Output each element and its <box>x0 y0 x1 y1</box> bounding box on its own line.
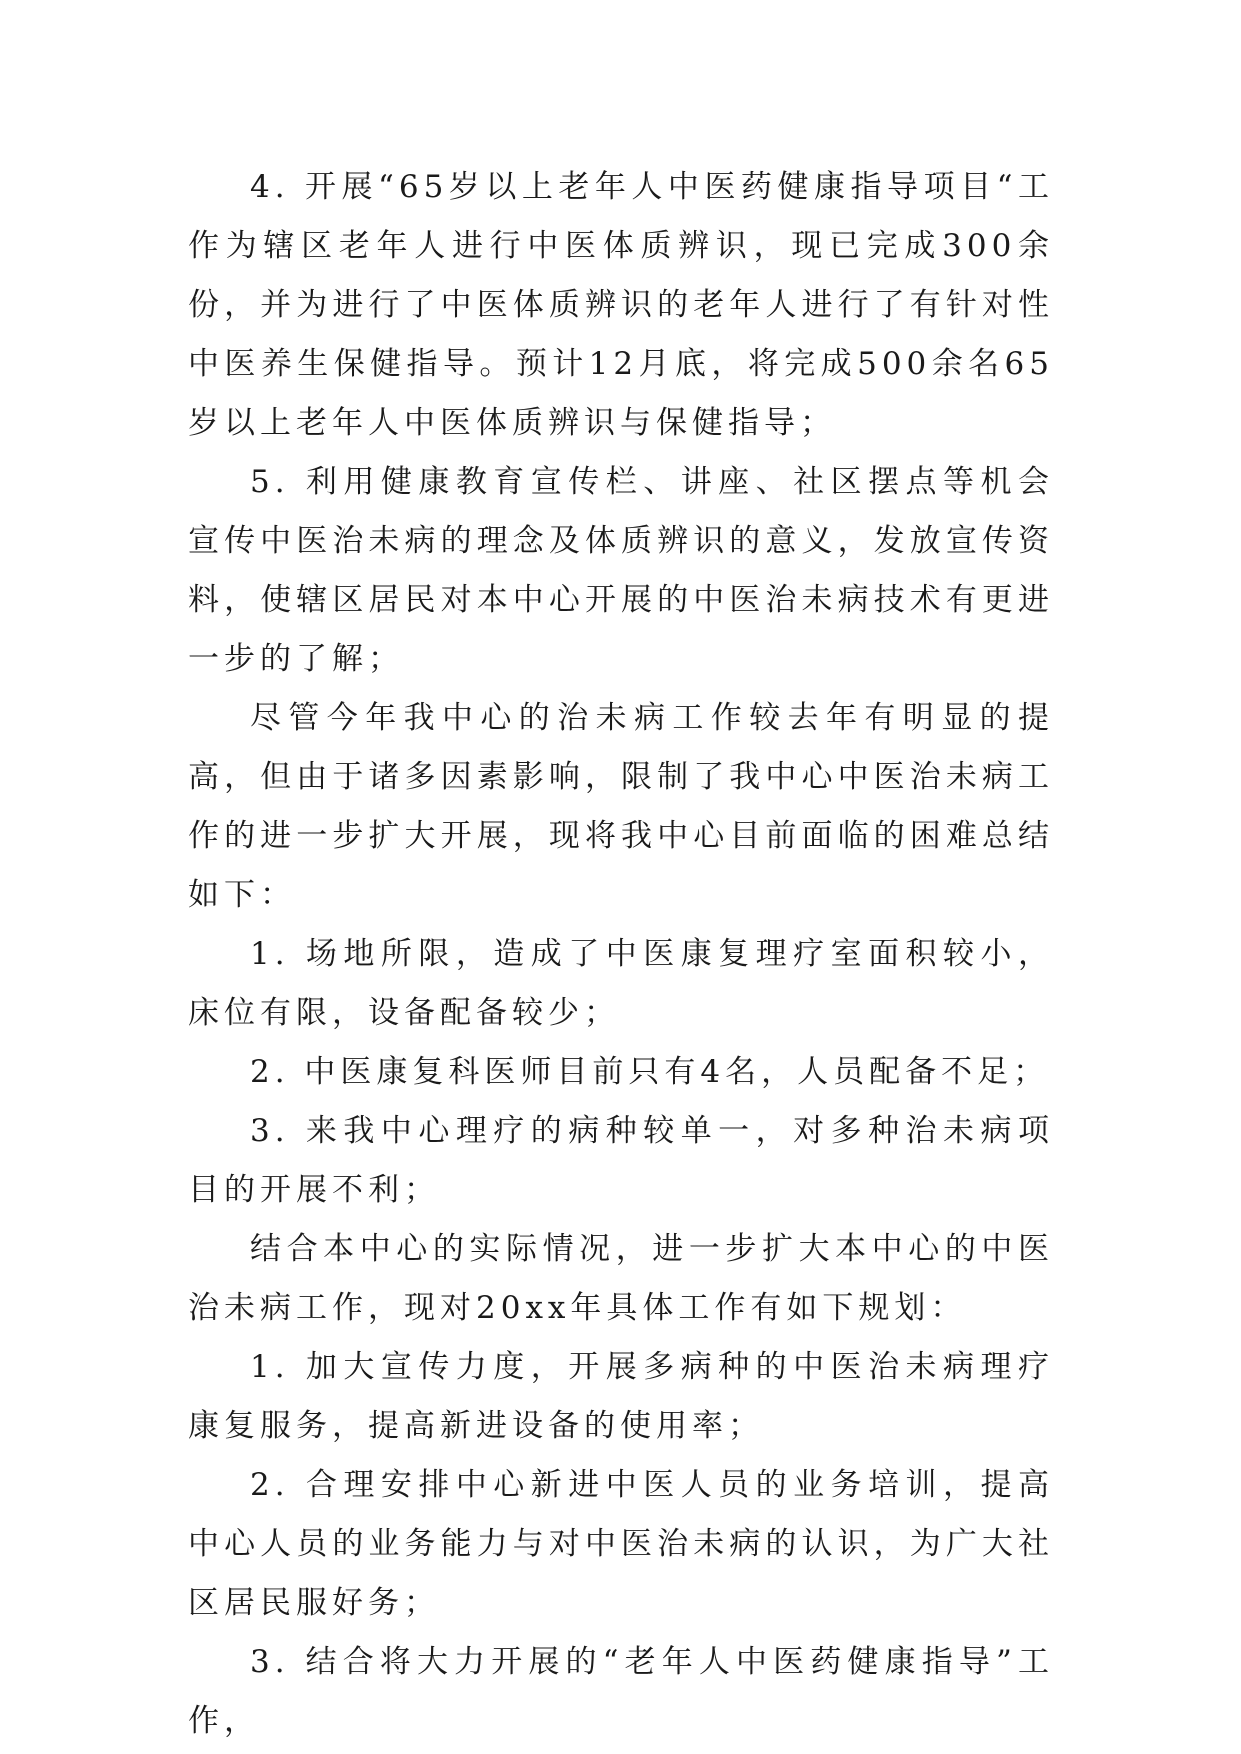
paragraph-difficulty-3: 3. 来我中心理疗的病种较单一，对多种治未病项目的开展不利； <box>188 1113 1054 1208</box>
paragraph-difficulties-intro: 尽管今年我中心的治未病工作较去年有明显的提高，但由于诸多因素影响，限制了我中心中医治未病工作的进一步扩大开展，现将我中心目前面临的困难总结如下： <box>188 700 1054 913</box>
paragraph-difficulty-2: 2. 中医康复科医师目前只有4名，人员配备不足； <box>250 1054 1050 1090</box>
document-body <box>188 158 1054 1751</box>
paragraph-plan-intro: 结合本中心的实际情况，进一步扩大本中心的中医治未病工作，现对20xx年具体工作有如下规划： <box>188 1231 1054 1326</box>
paragraph-item-5-publicity: 5. 利用健康教育宣传栏、讲座、社区摆点等机会宣传中医治未病的理念及体质辨识的意义，发放宣传资料，使辖区居民对本中心开展的中医治未病技术有更进一步的了解； <box>188 464 1054 677</box>
paragraph-plan-1: 1. 加大宣传力度，开展多病种的中医治未病理疗康复服务，提高新进设备的使用率； <box>188 1349 1054 1444</box>
paragraph-plan-3: 3. 结合将大力开展的“老年人中医药健康指导”工作， <box>188 1644 1054 1739</box>
paragraph-difficulty-1: 1. 场地所限，造成了中医康复理疗室面积较小，床位有限，设备配备较少； <box>188 936 1054 1031</box>
paragraph-plan-2: 2. 合理安排中心新进中医人员的业务培训，提高中心人员的业务能力与对中医治未病的认识，为广大社区居民服好务； <box>188 1467 1054 1621</box>
paragraph-item-4-elderly-guidance: 4. 开展“65岁以上老年人中医药健康指导项目“工作为辖区老年人进行中医体质辨识，现已完成300余份，并为进行了中医体质辨识的老年人进行了有针对性中医养生保健指导。预计12月底，将完成500余名65岁以上老年人中医体质辨识与保健指导； <box>188 169 1054 441</box>
